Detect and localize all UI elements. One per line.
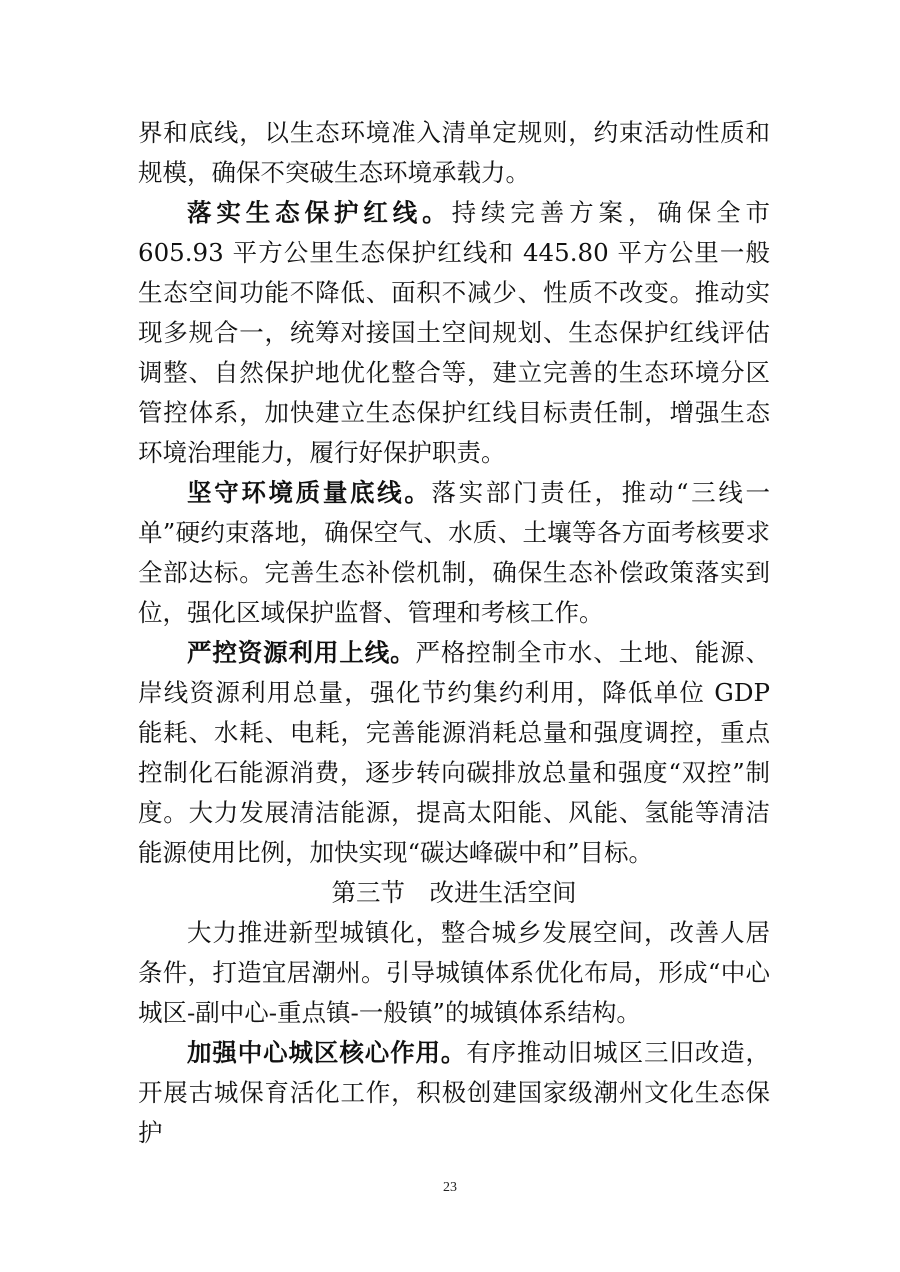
paragraph-text: 落实部门责任，推动“三线一单”硬约束落地，确保空气、水质、土壤等各方面考核要求全部达标。完善生态补偿机制，确保生态补偿政策落实到位，强化区域保护监督、管理和考核工作。 (138, 478, 771, 627)
body-text (138, 113, 770, 1153)
paragraph-urbanization (138, 913, 770, 1033)
paragraph-central-district (138, 1033, 770, 1153)
paragraph-lead: 严控资源利用上线。 (187, 638, 416, 667)
paragraph-ecological-redline (138, 193, 770, 473)
paragraph-lead: 加强中心城区核心作用。 (187, 1038, 467, 1067)
paragraph-lead: 坚守环境质量底线。 (187, 478, 432, 507)
paragraph-text: 界和底线，以生态环境准入清单定规则，约束活动性质和规模，确保不突破生态环境承载力。 (138, 118, 770, 187)
paragraph-environment-quality (138, 473, 770, 633)
paragraph-text: 严格控制全市水、土地、能源、岸线资源利用总量，强化节约集约利用，降低单位 GDP 能耗、水耗、电耗，完善能源消耗总量和强度调控，重点控制化石能源消费，逐步转向碳排放总量和强度“双控”制度。大力发展清洁能源，提高太阳能、风能、氢能等清洁能源使用比例，加快实现“碳达峰碳中和”目标。 (138, 638, 771, 867)
paragraph-lead: 落实生态保护红线。 (187, 198, 452, 227)
paragraph-text: 大力推进新型城镇化，整合城乡发展空间，改善人居条件，打造宜居潮州。引导城镇体系优化布局，形成“中心城区-副中心-重点镇-一般镇”的城镇体系结构。 (138, 918, 770, 1027)
paragraph-text: 持续完善方案，确保全市 605.93 平方公里生态保护红线和 445.80 平方公里一般生态空间功能不降低、面积不减少、性质不改变。推动实现多规合一，统筹对接国土空间规划、生态保护红线评估调整、自然保护地优化整合等，建立完善的生态环境分区管控体系，加快建立生态保护红线目标责任制，增强生态环境治理能力，履行好保护职责。 (138, 198, 771, 467)
paragraph-resource-limit (138, 633, 770, 873)
section-heading: 第三节 改进生活空间 (331, 878, 577, 907)
page-number: 23 (443, 1180, 457, 1195)
paragraph-text: 有序推动旧城区三旧改造，开展古城保育活化工作，积极创建国家级潮州文化生态保护 (138, 1038, 770, 1147)
paragraph-continued (138, 113, 770, 193)
